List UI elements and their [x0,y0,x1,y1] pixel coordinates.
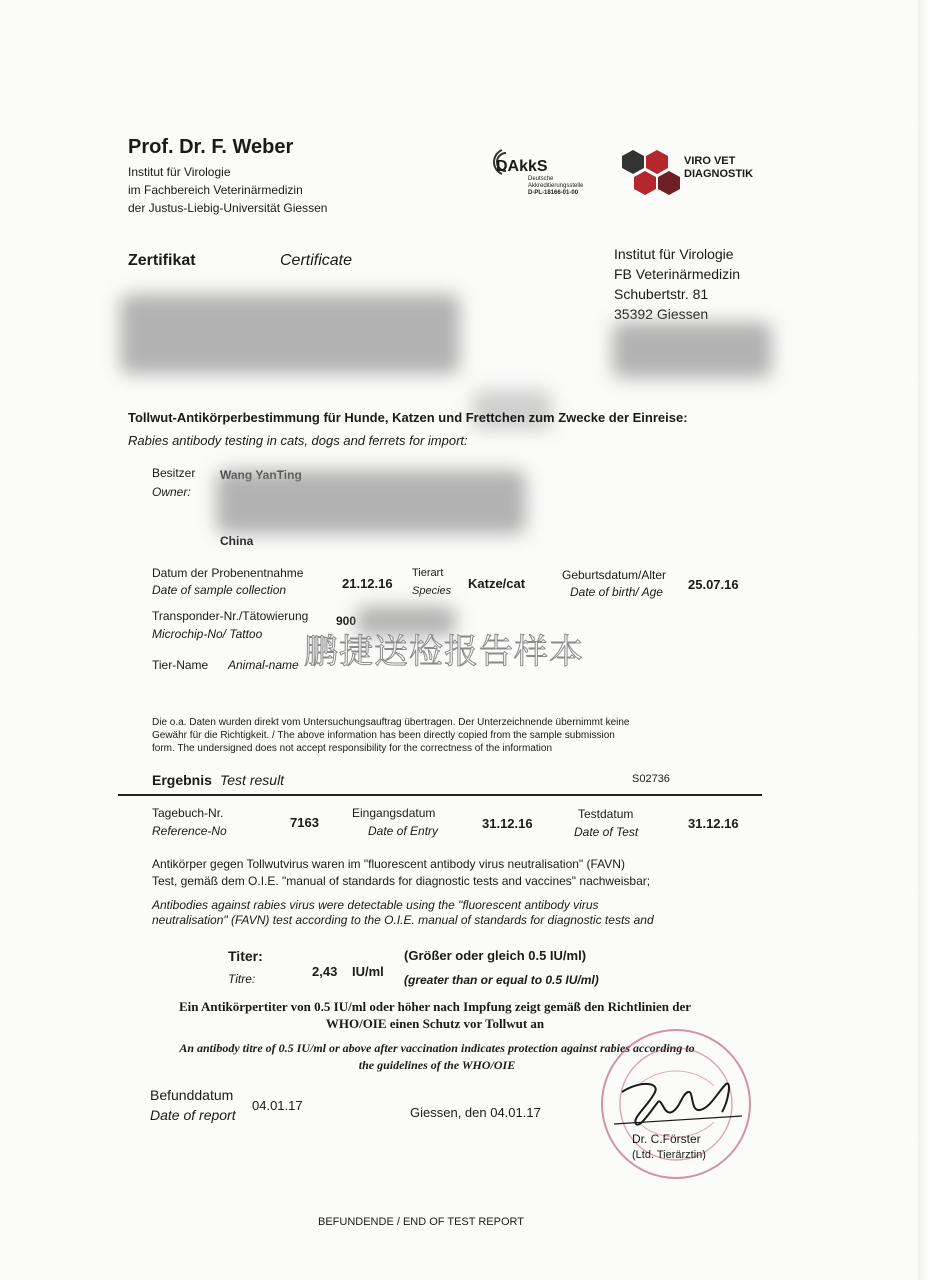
titer-label-de: Titer: [228,948,263,964]
redacted-recipient [120,294,460,374]
species-label-en: Species [412,585,452,597]
header-line: im Fachbereich Veterinärmedizin [128,183,303,197]
test-label-de: Testdatum [578,807,634,821]
header-line: Institut für Virologie [128,165,231,179]
birth-label-de: Geburtsdatum/Alter [562,568,667,582]
institute-head-name: Prof. Dr. F. Weber [128,136,294,158]
entry-label-en: Date of Entry [368,824,439,838]
dakks-text: Deutsche Akkreditierungsstelle D-PL-18166-01-00 [528,176,584,196]
signer-name: Dr. C.Förster [632,1132,701,1146]
animal-name-label-de: Tier-Name [152,658,209,672]
test-heading-de: Tollwut-Antikörperbestimmung für Hunde, Katzen und Frettchen zum Zwecke der Einreise: [128,410,688,425]
birth-date: 25.07.16 [688,577,739,592]
redacted-owner-address [216,470,526,534]
result-label-de: Ergebnis [152,772,212,788]
redacted-contact [612,322,772,378]
signer-title: (Ltd. Tierärztin) [632,1149,706,1161]
end-of-report: BEFUNDENDE / END OF TEST REPORT [318,1216,524,1228]
species-label-de: Tierart [412,567,444,579]
sample-date-label-de: Datum der Probenentnahme [152,566,304,580]
virovet-logo [620,148,682,203]
titer-unit: IU/ml [352,964,384,979]
protection-de: Ein Antikörpertiter von 0.5 IU/ml oder höher nach Impfung zeigt gemäß den Richtlinien der WHO/OIE einen Schutz vor Tollwut an [178,999,692,1031]
animal-name-label-en: Animal-name [228,658,299,672]
species: Katze/cat [468,576,526,591]
title-de: Zertifikat [128,252,196,269]
protection-en: An antibody titre of 0.5 IU/ml or above after vaccination indicates protection against rabies according to the guidelines of the WHO/OIE [179,1041,695,1072]
sample-date: 21.12.16 [342,576,393,591]
chip-number: 900 [336,614,357,628]
sample-date-label-en: Date of sample collection [152,583,287,597]
titer-value: 2,43 [312,964,338,979]
test-date: 31.12.16 [688,816,739,831]
ref-label-en: Reference-No [152,824,227,838]
chip-label-de: Transponder-Nr./Tätowierung [152,609,309,623]
result-divider [118,794,762,796]
test-heading-en: Rabies antibody testing in cats, dogs and ferrets for import: [128,433,468,448]
disclaimer: Die o.a. Daten wurden direkt vom Untersuchungsauftrag übertragen. Der Unterzeichnende übernimmt keine Gewähr für die Richtigkeit. / The above information has been directly copied from the sample submission form. The undersigned does not accept responsibility for the correctness of the information [152,717,630,754]
test-label-en: Date of Test [574,825,639,839]
dakks-title: DAkkS [496,158,548,175]
hexagon-cluster-icon [620,148,682,198]
signature-icon [610,1072,750,1132]
birth-label-en: Date of birth/ Age [570,585,663,599]
title-en: Certificate [280,252,353,269]
method-de: Antikörper gegen Tollwutvirus waren im "fluorescent antibody virus neutralisation" (FAVN) Test, gemäß dem O.I.E. "manual of standards for diagnostic tests and vaccines" nachweisbar; [152,857,651,888]
owner-label-de: Besitzer [152,466,196,480]
titer-note-en: (greater than or equal to 0.5 IU/ml) [404,973,599,987]
result-code: S02736 [632,773,670,785]
report-place-date: Giessen, den 04.01.17 [410,1105,541,1120]
titer-label-en: Titre: [228,972,256,986]
header-line: der Justus-Liebig-Universität Giessen [128,201,328,215]
report-date: 04.01.17 [252,1098,303,1113]
report-label-de: Befunddatum [150,1087,234,1103]
method-en: Antibodies against rabies virus were detectable using the "fluorescent antibody virus neutralisation" (FAVN) test according to the O.I.E. manual of standards for diagnostic tests and [152,898,654,927]
signature [610,1072,750,1137]
titer-note-de: (Größer oder gleich 0.5 IU/ml) [404,948,587,963]
virovet-name: VIRO VET DIAGNOSTIK [684,155,754,180]
ref-number: 7163 [290,815,319,830]
entry-label-de: Eingangsdatum [352,806,436,820]
page-edge [918,0,930,1280]
owner-label-en: Owner: [152,485,191,499]
watermark: 鹏捷送检报告样本 [304,633,584,671]
chip-label-en: Microchip-No/ Tattoo [152,627,263,641]
entry-date: 31.12.16 [482,816,533,831]
ref-label-de: Tagebuch-Nr. [152,806,224,820]
result-label-en: Test result [220,772,285,788]
owner-country: China [220,534,254,548]
report-label-en: Date of report [150,1107,236,1123]
lab-address: Institut für Virologie FB Veterinärmedizin Schubertstr. 81 35392 Giessen [614,246,741,322]
